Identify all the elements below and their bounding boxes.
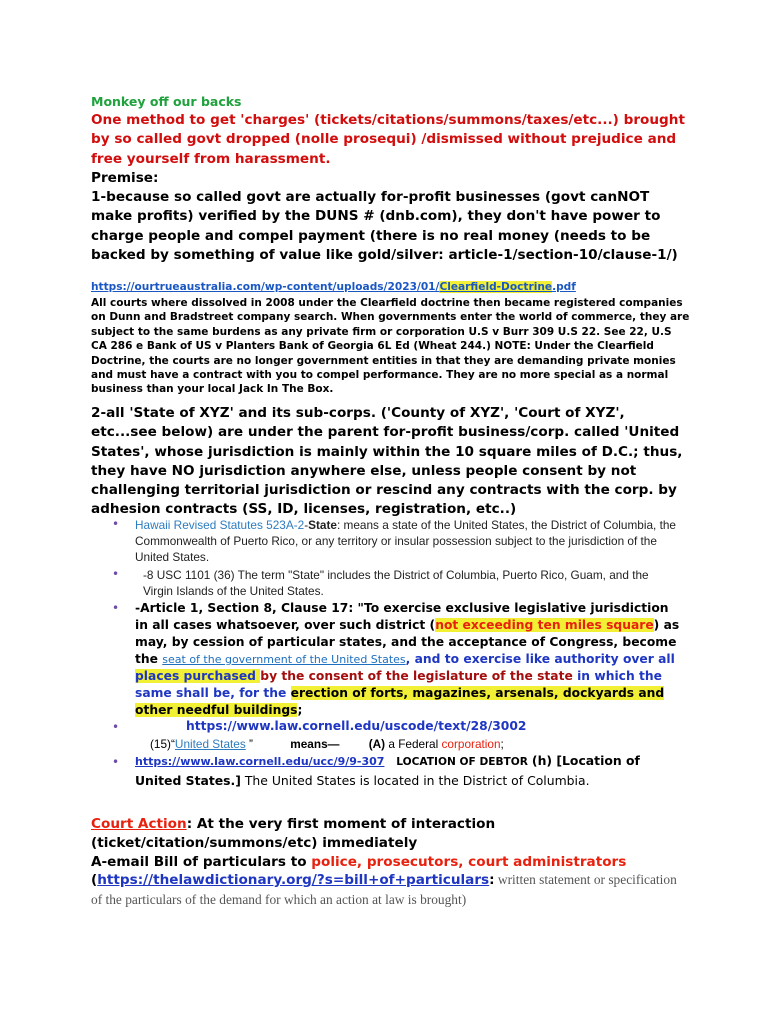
bullet-hawaii: Hawaii Revised Statutes 523A-2-State: means a state of the United States, the District of Columbia, the Commonwealth of Puerto Rico, or any territory or insular possession subject to the jurisdiction of the United States.	[135, 518, 676, 564]
bullet-dot: •	[112, 601, 120, 615]
premise-point-2: 2-all 'State of XYZ' and its sub-corps. ('County of XYZ', 'Court of XYZ', etc...see below) are under the parent for-profit business/corp. called 'United States', whose jurisdiction is mainly within the 10 square miles of D.C.; thus, they have NO jurisdiction anywhere else, unless people consent by not challenging territorial jurisdiction or rescind any contracts with the corp. by adhesion contracts (SS, ID, licenses, registration, etc..)	[91, 405, 683, 518]
court-action-email: A-email Bill of particulars to police, prosecutors, court administrators	[91, 854, 627, 870]
clearfield-paragraph: All courts where dissolved in 2008 under the Clearfield doctrine then became registered companies on Dunn and Bradstreet company search. When governments enter the world of commerce, they are subject to the same burdens as any private firm or corporation U.S v Burr 309 U.S 22. See 22, U.S CA 286 e Bank of US v Planters Bank of Georgia 6L Ed (Wheat 244.) NOTE: Under the Clearfield Doctrine, the courts are no longer government entities in that they are demanding private monies and must have a contract with you to compel performance. They are no more special as a normal business than your local Jack In The Box.	[91, 297, 690, 396]
document-subtitle: Monkey off our backs	[91, 94, 242, 109]
bullet-dot: •	[112, 567, 120, 581]
bullet-28usc-definition: (15)“United States ” means— (A) a Federal corporation;	[150, 737, 504, 751]
bullet-dot: •	[112, 517, 120, 531]
document-title: One method to get 'charges' (tickets/citations/summons/taxes/etc...) brought by so called govt dropped (nolle prosequi) /dismissed without prejudice and free yourself from harassment.	[91, 112, 685, 167]
premise-label: Premise:	[91, 170, 159, 186]
bullet-ucc: https://www.law.cornell.edu/ucc/9/9-307 LOCATION OF DEBTOR (h) [Location of United States.] The United States is located in the District of Columbia.	[135, 753, 640, 788]
bill-of-particulars-definition: (https://thelawdictionary.org/?s=bill+of+particulars: written statement or specification of the particulars of the demand for which an action at law is brought)	[91, 872, 677, 907]
bullet-28usc-link[interactable]: https://www.law.cornell.edu/uscode/text/28/3002	[186, 719, 527, 733]
bullet-article-1: -Article 1, Section 8, Clause 17: "To exercise exclusive legislative jurisdiction in all cases whatsoever, over such district (not exceeding ten miles square) as may, by cession of particular states, and the acceptance of Congress, become the seat of the government of the United States, and to exercise like authority over all places purchased by the consent of the legislature of the state in which the same shall be, for the erection of forts, magazines, arsenals, dockyards and other needful buildings;	[135, 601, 680, 717]
clearfield-link[interactable]: https://ourtrueaustralia.com/wp-content/uploads/2023/01/Clearfield-Doctrine.pdf	[91, 281, 576, 293]
bullet-dot: •	[112, 755, 120, 769]
bullet-8usc: -8 USC 1101 (36) The term "State" includes the District of Columbia, Puerto Rico, Guam, and the Virgin Islands of the United States.	[143, 568, 649, 598]
premise-point-1: 1-because so called govt are actually for-profit businesses (govt canNOT make profits) verified by the DUNS # (dnb.com), they don't have power to charge people and compel payment (there is no real money (needs to be backed by something of value like gold/silver: article-1/section-10/clause-1/)	[91, 189, 678, 263]
bullet-dot: •	[112, 720, 120, 734]
court-action-paragraph: Court Action: At the very first moment of interaction (ticket/citation/summons/etc) immediately	[91, 816, 496, 852]
